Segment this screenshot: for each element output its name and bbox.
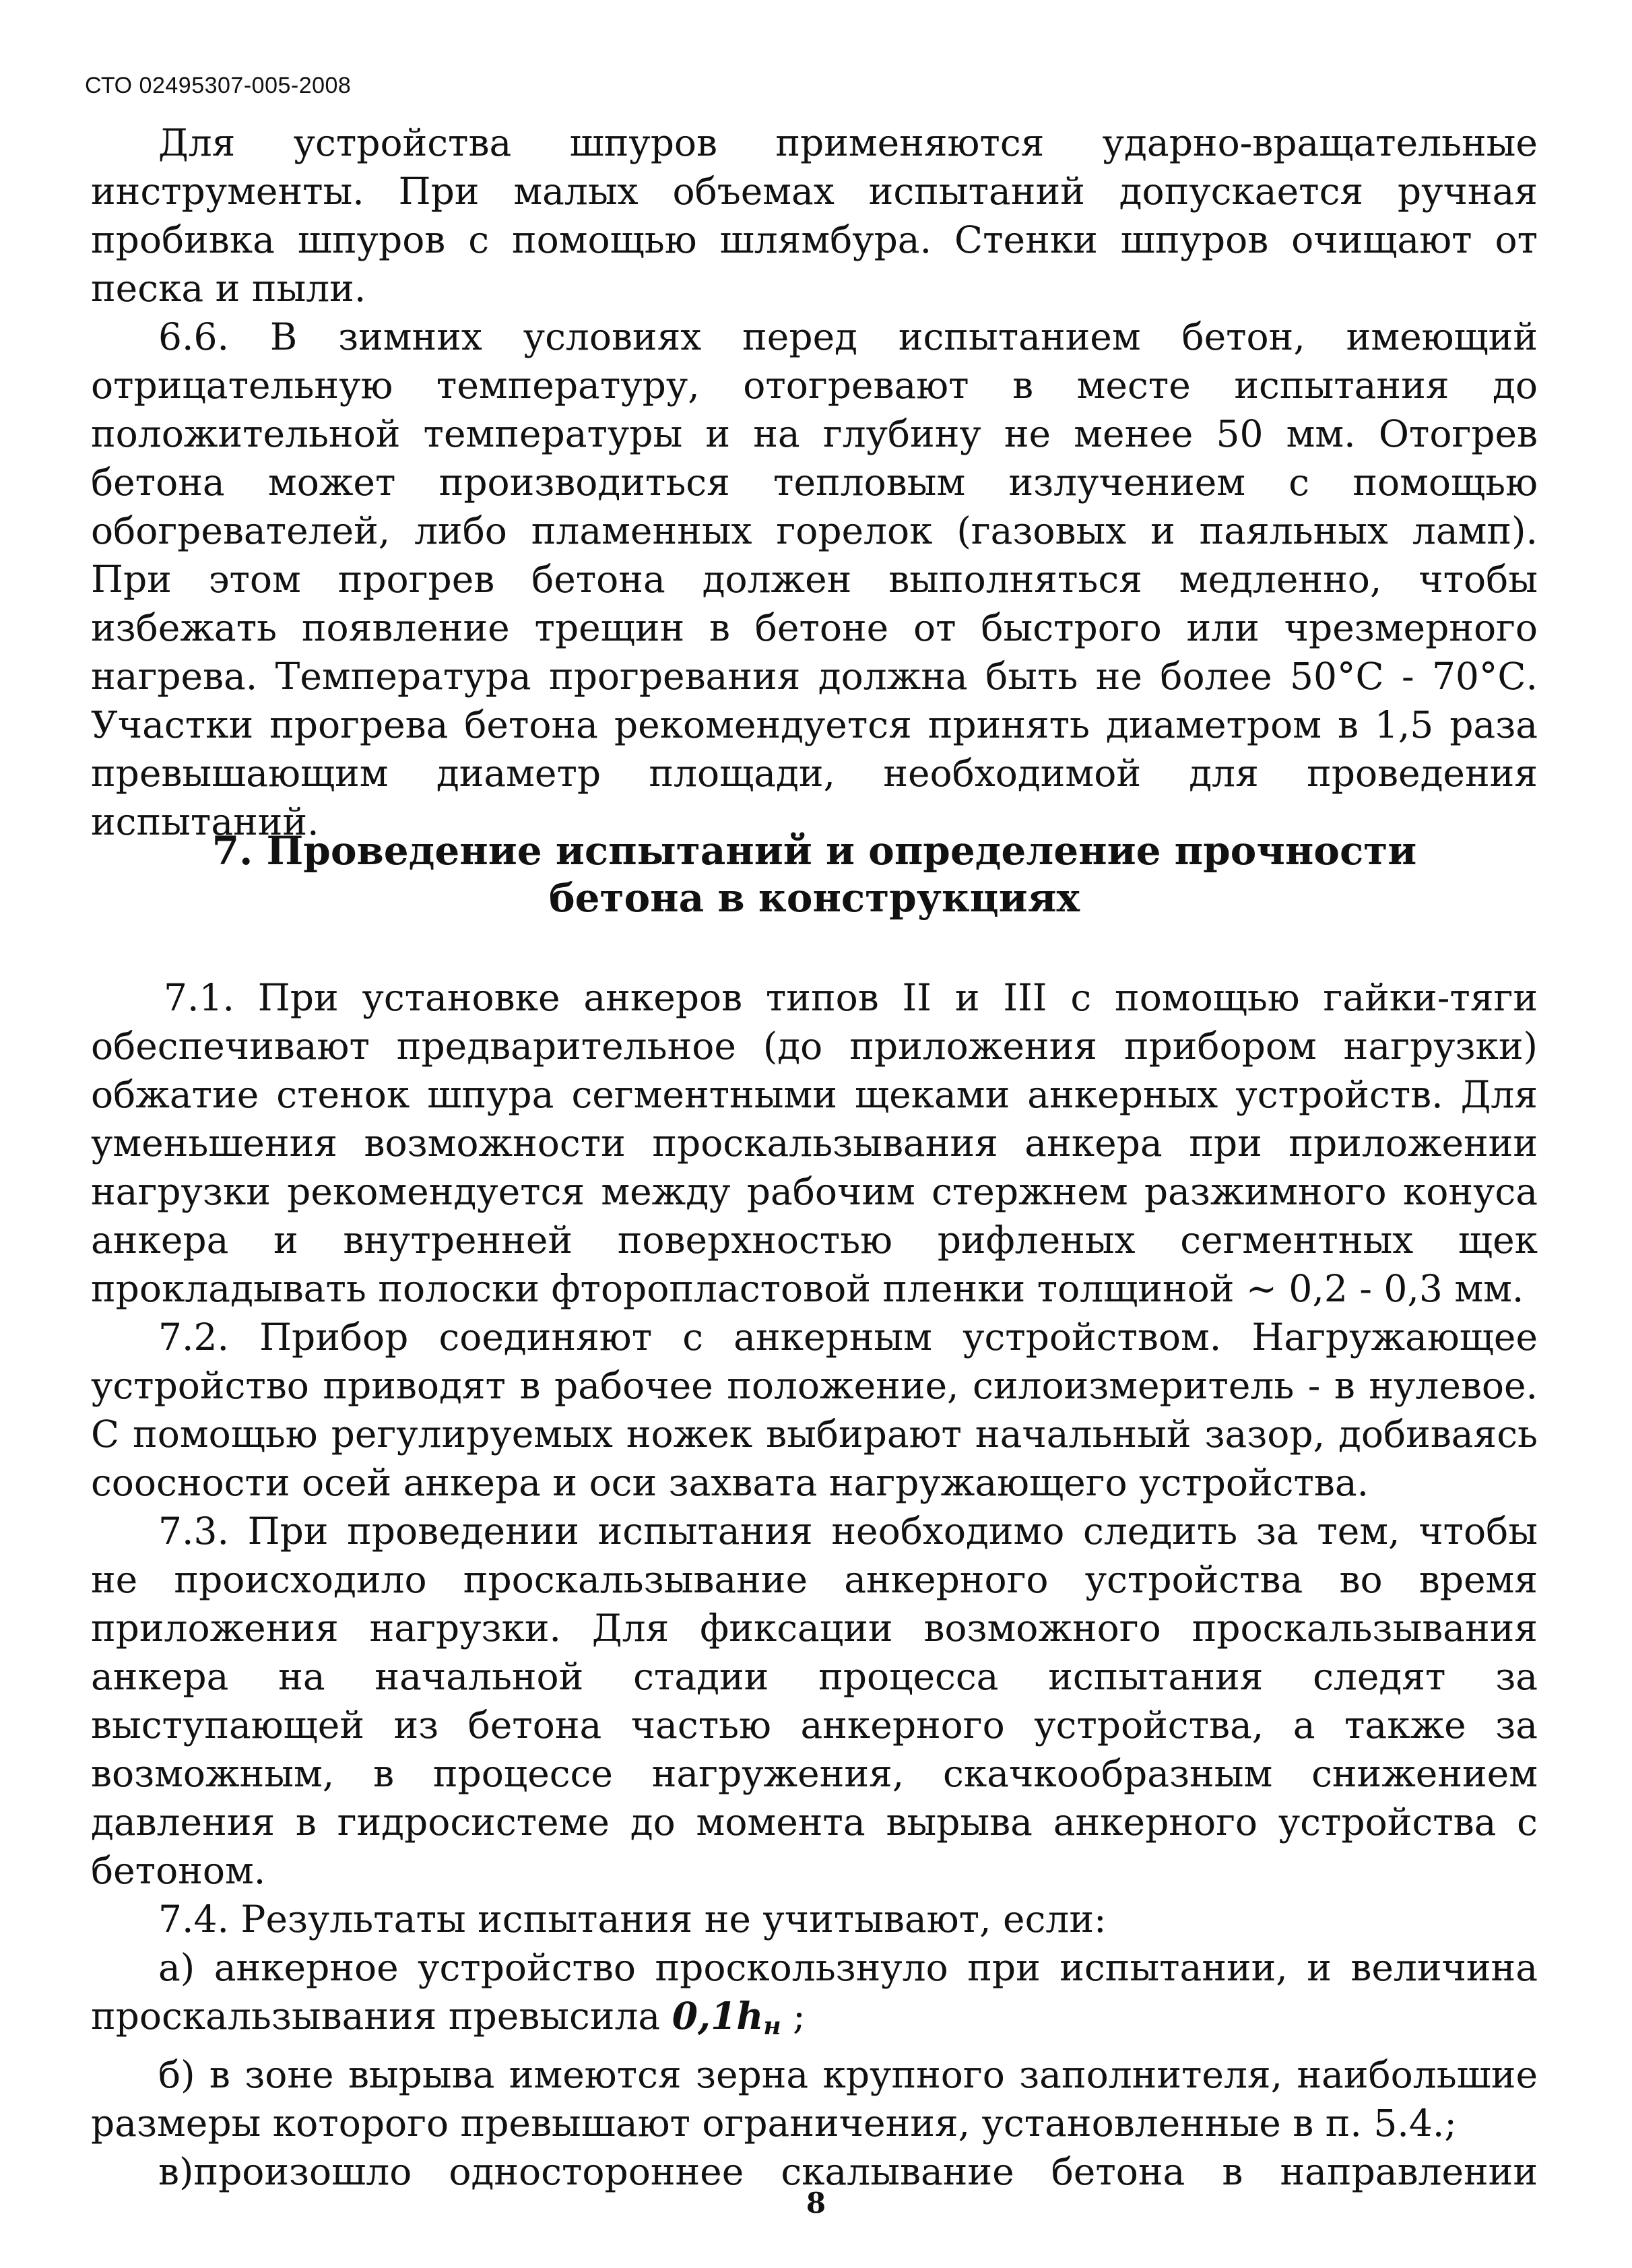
paragraph-7-4: 7.4. Результаты испытания не учитывают, если:	[158, 1898, 1107, 1941]
paragraph-7-3: 7.3. При проведении испытания необходимо следить за тем, чтобы не происходило проскальзывание анкерного устройства во время приложения нагрузки. Для фиксации возможного проскальзывания анкера на начальной стадии процесса испытания следят за выступающей из бетона частью анкерного устройства, а также за возможным, в процессе нагружения, скачкообразным снижением давления в гидросистеме до момента вырыва анкерного устройства с бетоном.	[91, 1510, 1538, 1892]
section-7-heading-line2: бетона в конструкциях	[548, 875, 1080, 921]
intro-text-block	[91, 119, 1538, 846]
section-7-body	[91, 973, 1538, 2196]
formula-subscript: н	[763, 2012, 781, 2040]
list-item-b: б) в зоне вырыва имеются зерна крупного заполнителя, наибольшие размеры которого превышают ограничения, установленные в п. 5.4.;	[91, 2053, 1538, 2145]
formula-main: 0,1h	[672, 1994, 764, 2038]
section-7-heading-line1: 7. Проведение испытаний и определение прочности	[211, 828, 1417, 874]
paragraph-7-1: 7.1. При установке анкеров типов II и III с помощью гайки-тяги обеспечивают предварительное (до приложения прибором нагрузки) обжатие стенок шпура сегментными щеками анкерных устройств. Для уменьшения возможности проскальзывания анкера при приложении нагрузки рекомендуется между рабочим стержнем разжимного конуса анкера и внутренней поверхностью рифленых сегментных щек прокладывать полоски фторопластовой пленки толщиной ~ 0,2 - 0,3 мм.	[91, 976, 1538, 1310]
list-item-a-tail: ;	[793, 1995, 806, 2038]
list-item-c: в)произошло одностороннее скалывание бетона в направлении	[158, 2150, 1538, 2193]
list-item-a-text: а) анкерное устройство проскользнуло при испытании, и величина проскальзывания превысила	[91, 1946, 1538, 2038]
section-7-heading	[91, 827, 1538, 921]
page-number: 8	[806, 2186, 826, 2220]
slip-limit-formula	[672, 1994, 781, 2038]
list-item-a	[91, 1943, 1538, 2050]
paragraph-7-2: 7.2. Прибор соединяют с анкерным устройством. Нагружающее устройство приводят в рабочее положение, силоизмеритель - в нулевое. С помощью регулируемых ножек выбирают начальный зазор, добиваясь соосности осей анкера и оси захвата нагружающего устройства.	[91, 1316, 1538, 1504]
paragraph-6-6: 6.6. В зимних условиях перед испытанием бетон, имеющий отрицательную температуру, отогревают в месте испытания до положительной температуры и на глубину не менее 50 мм. Отогрев бетона может производиться тепловым излучением с помощью обогревателей, либо пламенных горелок (газовых и паяльных ламп). При этом прогрев бетона должен выполняться медленно, чтобы избежать появление трещин в бетоне от быстрого или чрезмерного нагрева. Температура прогревания должна быть не более 50°С - 70°С. Участки прогрева бетона рекомендуется принять диаметром в 1,5 раза превышающим диаметр площади, необходимой для проведения испытаний.	[91, 315, 1538, 843]
document-code: СТО 02495307-005-2008	[85, 73, 352, 98]
paragraph-drilling-tools: Для устройства шпуров применяются ударно-вращательные инструменты. При малых объемах испытаний допускается ручная пробивка шпуров с помощью шлямбура. Стенки шпуров очищают от песка и пыли.	[91, 121, 1538, 310]
